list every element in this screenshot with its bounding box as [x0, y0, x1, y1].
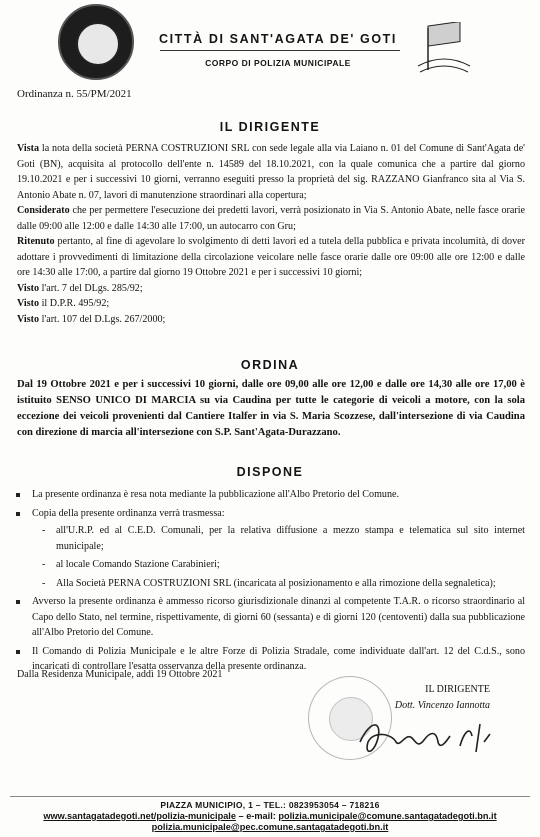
list-item: Il Comando di Polizia Municipale e le altre Forze di Polizia Stradale, come individuate dall'art. 12 del C.d.S., sono incaricati di controllare l'esatta osservanza della presente ordinanza.: [14, 644, 525, 675]
bandiera-arancione-logo: [414, 22, 474, 74]
signer-role: IL DIRIGENTE: [425, 684, 490, 695]
premise-considerato: Considerato che per permettere l'esecuzione dei predetti lavori, verrà posizionato in Via S. Antonio Abate, nelle fasce orarie dalle 09:00 alle 12:00 e dalle 14:30 alle 17:00, un autocarro con Gru;: [17, 205, 525, 232]
premise-visto-dlgs-285: Visto l'art. 7 del DLgs. 285/92;: [17, 282, 143, 294]
footer-divider: [10, 796, 530, 797]
list-item: - Alla Società PERNA COSTRUZIONI SRL (incaricata al posizionamento e alla rimozione della segnaletica);: [32, 576, 525, 592]
department-title: CORPO DI POLIZIA MUNICIPALE: [205, 58, 351, 68]
header-divider: [160, 50, 400, 51]
footer-pec: [0, 822, 540, 832]
signer-name: Dott. Vincenzo Iannotta: [394, 700, 490, 711]
handwritten-signature: [352, 712, 502, 762]
ordina-text: Dal 19 Ottobre 2021 e per i successivi 10 giorni, dalle ore 09,00 alle ore 12,00 e dalle ore 14,30 alle ore 17,00 è istituito SENSO UNICO DI MARCIA su via Caudina per tutte le categorie di veicoli a motore, con la sola eccezione dei veicoli provenienti dal Cantiere Italfer in via S. Maria Scozzese, dall'intersezione di via Caudina con direzione di marcia all'intersezione con S.P. Sant'Agata-Durazzano.: [17, 379, 525, 438]
email-link[interactable]: polizia.municipale@comune.santagatadegoti.bn.it: [278, 811, 497, 821]
list-item: Avverso la presente ordinanza è ammesso ricorso giurisdizionale dinanzi al competente T.A.R. o ricorso straordinario al Capo dello Stato, nel termine, rispettivamente, di giorni 60 (sessanta) e di giorni 120 (centoventi) dalla sua pubblicazione all'Albo Pretorio del Comune.: [14, 594, 525, 641]
premises-block: [17, 141, 525, 327]
premise-visto-dlgs-267: Visto l'art. 107 del D.Lgs. 267/2000;: [17, 313, 166, 325]
premise-visto-dpr-495: Visto il D.P.R. 495/92;: [17, 298, 110, 309]
heading-ordina: ORDINA: [240, 358, 300, 372]
city-title: CITTÀ DI SANT'AGATA DE' GOTI: [158, 32, 397, 46]
email-label: – e-mail:: [238, 811, 276, 821]
list-item: - all'U.R.P. ed al C.E.D. Comunali, per la relativa diffusione a mezzo stampa e telematica sul sito internet municipale;: [32, 523, 525, 554]
pec-link[interactable]: polizia.municipale@pec.comune.santagatadegoti.bn.it: [151, 822, 389, 832]
website-link[interactable]: www.santagatadegoti.net/polizia-municipale: [43, 811, 236, 821]
list-item: Copia della presente ordinanza verrà trasmessa: - all'U.R.P. ed al C.E.D. Comunali, per la relativa diffusione a mezzo stampa e telematica sul sito internet municipale; - al locale Comando Stazione Carabinieri; - Alla Società PERNA COSTRUZIONI SRL (incaricata al posizionamento e alla rimozione della segnaletica);: [14, 506, 525, 592]
list-item: - al locale Comando Stazione Carabinieri;: [32, 557, 525, 573]
heading-dispone: DISPONE: [236, 465, 304, 479]
footer-contacts: [0, 811, 540, 821]
ordinance-number: Ordinanza n. 55/PM/2021: [17, 88, 132, 100]
police-seal-logo: [58, 4, 134, 80]
list-item: La presente ordinanza è resa nota mediante la pubblicazione all'Albo Pretorio del Comune.: [14, 487, 525, 503]
coat-of-arms-icon: [76, 22, 120, 66]
recipients-sublist: [32, 523, 525, 591]
dispone-list: [14, 487, 525, 678]
heading-dirigente: IL DIRIGENTE: [219, 120, 321, 134]
closing-line: Dalla Residenza Municipale, addì 19 Ottobre 2021: [17, 669, 223, 680]
footer-address: PIAZZA MUNICIPIO, 1 – TEL.: 0823953054 – 718216: [160, 800, 380, 810]
premise-vista-nota: Vista la nota della società PERNA COSTRUZIONI SRL con sede legale alla via Laiano n. 01 del Comune di Sant'Agata de' Goti (BN), acquisita al protocollo dell'ente n. 14589 del 18.10.2021, con la quale comunica che a partire dal giorno 19.10.2021 e per i successivi 10 giorni, verranno eseguiti presso la proprietà del sig. RAZZANO Gianfranco sita al Via S. Antonio Abate n. 07, lavori di manutenzione straordinari alla copertura;: [17, 143, 525, 201]
premise-ritenuto: Ritenuto pertanto, al fine di agevolare lo svolgimento di detti lavori ed a tutela della pubblica e privata incolumità, di dover adottare i provvedimenti di limitazione della circolazione veicolare nelle fasce orarie dalle ore 09:00 alle ore 12:00 e dalle ore 14:30 alle 17:00, a partire dal giorno 19 Ottobre 2021 e per i successivi 10 giorni;: [17, 236, 525, 278]
